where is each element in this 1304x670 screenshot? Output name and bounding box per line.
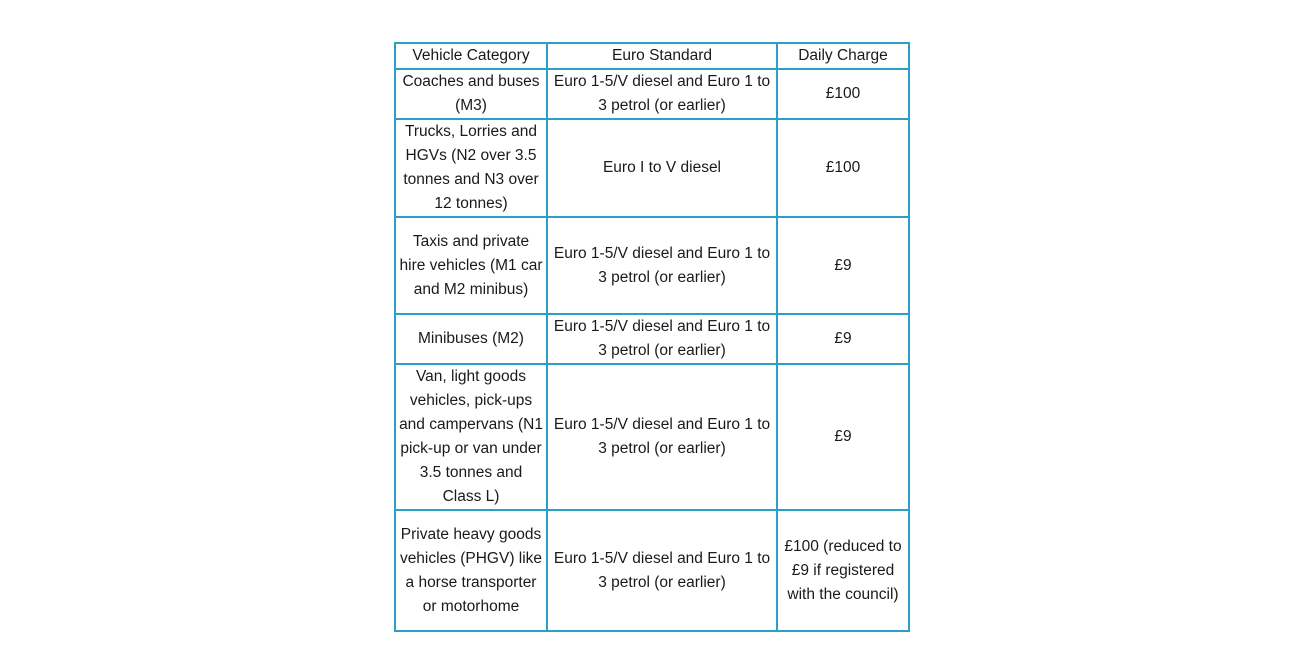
- vehicle-category-cell: Taxis and private hire vehicles (M1 car and M2 minibus): [395, 217, 547, 314]
- daily-charge-cell: £9: [777, 364, 909, 510]
- vehicle-category-cell: Minibuses (M2): [395, 314, 547, 364]
- header-euro-standard: Euro Standard: [547, 43, 777, 69]
- daily-charge-cell: £9: [777, 217, 909, 314]
- daily-charge-cell: £100: [777, 119, 909, 217]
- table-header-row: [395, 43, 909, 69]
- euro-standard-cell: Euro 1-5/V diesel and Euro 1 to 3 petrol (or earlier): [547, 314, 777, 364]
- vehicle-category-cell: Trucks, Lorries and HGVs (N2 over 3.5 tonnes and N3 over 12 tonnes): [395, 119, 547, 217]
- vehicle-category-cell: Van, light goods vehicles, pick-ups and campervans (N1 pick-up or van under 3.5 tonnes and Class L): [395, 364, 547, 510]
- table-row: [395, 69, 909, 119]
- euro-standard-cell: Euro 1-5/V diesel and Euro 1 to 3 petrol (or earlier): [547, 364, 777, 510]
- euro-standard-cell: Euro I to V diesel: [547, 119, 777, 217]
- table-row: [395, 510, 909, 631]
- table-row: [395, 217, 909, 314]
- header-vehicle-category: Vehicle Category: [395, 43, 547, 69]
- vehicle-category-cell: Coaches and buses (M3): [395, 69, 547, 119]
- table-row: [395, 364, 909, 510]
- table-row: [395, 314, 909, 364]
- daily-charge-cell: £100 (reduced to £9 if registered with the council): [777, 510, 909, 631]
- daily-charge-cell: £9: [777, 314, 909, 364]
- daily-charge-cell: £100: [777, 69, 909, 119]
- euro-standard-cell: Euro 1-5/V diesel and Euro 1 to 3 petrol (or earlier): [547, 510, 777, 631]
- vehicle-category-cell: Private heavy goods vehicles (PHGV) like a horse transporter or motorhome: [395, 510, 547, 631]
- euro-standard-cell: Euro 1-5/V diesel and Euro 1 to 3 petrol (or earlier): [547, 217, 777, 314]
- charge-table: [394, 42, 910, 632]
- table-row: [395, 119, 909, 217]
- euro-standard-cell: Euro 1-5/V diesel and Euro 1 to 3 petrol (or earlier): [547, 69, 777, 119]
- header-daily-charge: Daily Charge: [777, 43, 909, 69]
